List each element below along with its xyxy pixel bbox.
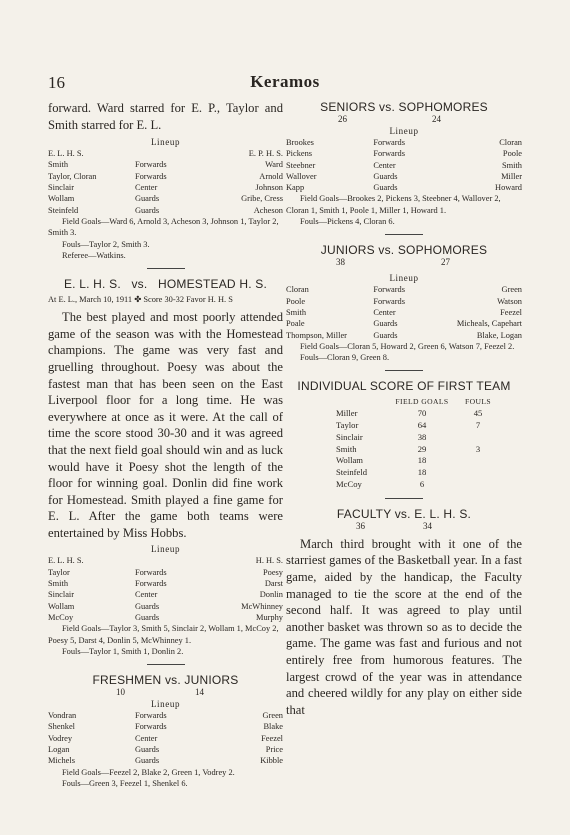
game3-score-a: 10 bbox=[116, 687, 125, 698]
game4-rows bbox=[286, 137, 522, 193]
player-b: Darst bbox=[264, 579, 283, 589]
position: Guards bbox=[134, 601, 160, 611]
position: Guards bbox=[134, 205, 160, 215]
player-a: Vondran bbox=[48, 711, 77, 721]
table-row bbox=[336, 408, 500, 420]
player-b: Kibble bbox=[260, 756, 283, 766]
game5-score-a: 38 bbox=[336, 257, 345, 268]
game4-title: SENIORS vs. SOPHOMORES bbox=[320, 100, 488, 114]
player-b: Blake, Logan bbox=[476, 330, 522, 340]
player-a: Logan bbox=[48, 745, 70, 755]
table-row bbox=[336, 467, 500, 479]
position: Forwards bbox=[134, 579, 167, 589]
table-row bbox=[48, 612, 283, 623]
position: Forwards bbox=[373, 138, 405, 147]
table-row bbox=[48, 589, 283, 600]
table-row bbox=[48, 182, 283, 193]
game2-field-goals: Field Goals—Taylor 3, Smith 5, Sinclair 2, Wollam 1, McCoy 2, Poesy 5, Darst 4, Donlin 5, McWhinney 1. bbox=[48, 624, 279, 645]
game6-score-b: 34 bbox=[423, 520, 432, 531]
game5-score-b: 27 bbox=[441, 257, 450, 268]
game5-lineup-label: Lineup bbox=[389, 273, 419, 284]
player-b: Micheals, Capehart bbox=[456, 319, 522, 329]
table-row bbox=[336, 444, 500, 456]
fouls-value bbox=[456, 432, 500, 444]
game1-teams bbox=[48, 148, 283, 159]
table-row bbox=[286, 330, 522, 341]
game3-score bbox=[48, 687, 283, 698]
field-goals-value: 38 bbox=[417, 431, 427, 442]
field-goals-value: 70 bbox=[417, 408, 427, 419]
position: Center bbox=[134, 183, 158, 193]
player-a: Smith bbox=[286, 307, 307, 317]
player-b: Johnson bbox=[255, 183, 283, 193]
player-a: Poole bbox=[286, 296, 306, 306]
game1-fouls: Fouls—Taylor 2, Smith 3. bbox=[62, 239, 150, 249]
position: Guards bbox=[373, 183, 398, 193]
fouls-value bbox=[456, 479, 500, 491]
game5-field-goals: Field Goals—Cloran 5, Howard 2, Green 6, Watson 7, Feezel 2. bbox=[300, 341, 515, 351]
game6-story: March third brought with it one of the starriest games of the Basketball year. In a fast game, aided by the handicap, the Faculty managed to tie the score at the end of the second half. It was agreed to play until another basket was thrown so as to decide the game. The game was fast and furious and not entirely free from humorous features. The largest crowd of the year was in attendance and cheered wildly for any play on either side that bbox=[286, 536, 522, 717]
player-name: Steinfeld bbox=[336, 467, 368, 478]
table-row bbox=[48, 567, 283, 578]
game1-field-goals: Field Goals—Ward 6, Arnold 3, Acheson 3, Johnson 1, Taylor 2, Smith 3. bbox=[48, 216, 279, 238]
player-a: Cloran bbox=[286, 285, 309, 295]
player-a: Wollam bbox=[48, 601, 75, 611]
table-row bbox=[286, 160, 522, 171]
table-row bbox=[48, 755, 283, 766]
player-name: Taylor bbox=[336, 420, 359, 431]
position: Guards bbox=[134, 756, 160, 766]
game1-lineup-label: Lineup bbox=[150, 137, 181, 148]
table-row bbox=[48, 171, 283, 182]
player-name: McCoy bbox=[336, 479, 362, 490]
game5-fouls: Fouls—Cloran 9, Green 8. bbox=[300, 353, 390, 363]
player-b: McWhinney bbox=[241, 601, 283, 611]
fouls-value bbox=[456, 467, 500, 479]
table-row bbox=[336, 420, 500, 432]
game5-score bbox=[286, 257, 522, 268]
player-b: Blake bbox=[263, 722, 283, 732]
stats-title: INDIVIDUAL SCORE OF FIRST TEAM bbox=[297, 379, 511, 394]
player-a: Thompson, Miller bbox=[286, 330, 347, 340]
position: Forwards bbox=[134, 567, 167, 577]
player-a: Wollam bbox=[48, 194, 75, 204]
field-goals-value: 18 bbox=[417, 467, 427, 478]
position: Center bbox=[134, 733, 158, 743]
player-b: Poesy bbox=[262, 567, 283, 577]
position: Forwards bbox=[134, 722, 167, 732]
player-a: Wallover bbox=[286, 171, 317, 181]
player-b: Miller bbox=[501, 171, 522, 181]
game3-rows bbox=[48, 710, 283, 766]
game2-block bbox=[48, 277, 283, 657]
game2-story: The best played and most poorly attended game of the season was with the Homestead champions. The game was very fast and gruelling throughout. Poesy was about the fastest man that has been seen on the East Liverpool floor for a long time. He was everywhere at once as it were. At the call of time the score stood 30-30 and it was agreed that the next field goal should win and as luck would have it Poesy shot the length of the floor for winning goal. Donlin did fine work for Homestead. Smith played a fine game for E. L. After the game both teams were entertained by Miss Hobbs. bbox=[48, 310, 283, 540]
game4-score-a: 26 bbox=[338, 114, 347, 124]
player-b: Donlin bbox=[259, 590, 283, 600]
position: Forwards bbox=[373, 296, 405, 306]
game3-title: FRESHMEN vs. JUNIORS bbox=[92, 673, 239, 688]
player-a: Poale bbox=[286, 319, 305, 329]
right-column bbox=[286, 100, 522, 718]
position: Forwards bbox=[134, 160, 167, 170]
player-a: Sinclair bbox=[48, 183, 75, 193]
game4-score bbox=[286, 114, 522, 125]
position: Guards bbox=[373, 319, 398, 329]
player-name: Miller bbox=[336, 408, 358, 419]
position: Guards bbox=[134, 745, 160, 755]
player-b: Cloran bbox=[499, 138, 522, 147]
game1-team-a: E. L. H. S. bbox=[48, 149, 84, 159]
player-b: Price bbox=[265, 745, 283, 755]
player-b: Smith bbox=[501, 160, 522, 170]
game4-lineup-label: Lineup bbox=[389, 126, 419, 136]
divider bbox=[385, 234, 423, 235]
table-row bbox=[48, 578, 283, 589]
game6-title: FACULTY vs. E. L. H. S. bbox=[336, 506, 472, 521]
player-a: Vodrey bbox=[48, 733, 73, 743]
game4-field-goals: Field Goals—Brookes 2, Pickens 3, Steebner 4, Wallover 2, Cloran 1, Smith 1, Poole 1, Miller 1, Howard 1. bbox=[286, 194, 501, 215]
game1-block bbox=[48, 136, 283, 261]
game5-block bbox=[286, 243, 522, 363]
position: Center bbox=[373, 307, 396, 317]
table-row bbox=[48, 601, 283, 612]
player-b: Poole bbox=[502, 149, 522, 159]
player-a: Shenkel bbox=[48, 722, 75, 732]
game2-team-b: H. H. S. bbox=[255, 556, 283, 566]
player-b: Gribe, Cress bbox=[241, 194, 283, 204]
game6-block bbox=[286, 507, 522, 719]
fouls-value: 3 bbox=[475, 443, 481, 454]
position: Forwards bbox=[373, 149, 405, 159]
position: Forwards bbox=[373, 285, 405, 295]
position: Forwards bbox=[134, 711, 167, 721]
game1-rows bbox=[48, 159, 283, 215]
table-row bbox=[48, 721, 283, 732]
player-a: McCoy bbox=[48, 612, 74, 622]
game3-score-b: 14 bbox=[195, 687, 204, 698]
position: Guards bbox=[373, 171, 398, 181]
player-name: Sinclair bbox=[336, 431, 363, 442]
player-a: Michels bbox=[48, 756, 75, 766]
game2-title: E. L. H. S. vs. HOMESTEAD H. S. bbox=[63, 277, 268, 292]
table-row bbox=[336, 432, 500, 444]
opening-paragraph: forward. Ward starred for E. P., Taylor and Smith starred for E. L. bbox=[48, 101, 283, 132]
player-a: Smith bbox=[48, 579, 69, 589]
game2-meta: At E. L., March 10, 1911 ✤ Score 30-32 Favor H. H. S bbox=[48, 295, 233, 305]
table-row bbox=[48, 733, 283, 744]
table-row bbox=[48, 193, 283, 204]
field-goals-value: 6 bbox=[419, 479, 425, 490]
game5-rows bbox=[286, 284, 522, 340]
masthead: Keramos bbox=[250, 72, 320, 91]
fouls-value: 7 bbox=[475, 420, 481, 431]
game2-team-a: E. L. H. S. bbox=[48, 556, 84, 566]
table-row bbox=[48, 744, 283, 755]
player-b: Watson bbox=[497, 296, 522, 306]
game6-score bbox=[286, 521, 522, 532]
table-row bbox=[286, 284, 522, 295]
divider bbox=[385, 498, 423, 499]
stats-table bbox=[336, 396, 500, 490]
player-b: Green bbox=[262, 711, 283, 721]
divider bbox=[385, 370, 423, 371]
game3-fouls: Fouls—Green 3, Feezel 1, Shenkel 6. bbox=[62, 778, 188, 788]
player-a: Taylor bbox=[48, 567, 70, 577]
position: Center bbox=[373, 160, 396, 170]
game3-block bbox=[48, 673, 283, 789]
game5-title: JUNIORS vs. SOPHOMORES bbox=[320, 243, 488, 258]
player-a: Sinclair bbox=[48, 590, 75, 600]
table-row bbox=[286, 318, 522, 329]
player-a: Kapp bbox=[286, 183, 305, 193]
player-b: Feezel bbox=[500, 307, 522, 317]
fouls-header: FOULS bbox=[464, 397, 492, 407]
game2-rows bbox=[48, 567, 283, 623]
divider bbox=[147, 664, 185, 665]
player-a: Smith bbox=[48, 160, 69, 170]
game4-score-b: 24 bbox=[432, 114, 441, 124]
game1-referee: Referee—Watkins. bbox=[62, 250, 126, 260]
game4-fouls: Fouls—Pickens 4, Cloran 6. bbox=[300, 217, 395, 227]
position: Guards bbox=[134, 612, 160, 622]
table-row bbox=[336, 455, 500, 467]
player-a: Pickens bbox=[286, 149, 313, 159]
table-row bbox=[286, 296, 522, 307]
field-goals-value: 18 bbox=[417, 455, 427, 466]
player-b: Acheson bbox=[253, 205, 283, 215]
table-row bbox=[48, 159, 283, 170]
player-a: Steebner bbox=[286, 160, 316, 170]
field-goals-value: 64 bbox=[417, 420, 427, 431]
page-number: 16 bbox=[48, 73, 65, 92]
player-b: Arnold bbox=[259, 171, 283, 181]
table-row bbox=[48, 205, 283, 216]
field-goals-value: 29 bbox=[417, 443, 427, 454]
table-row bbox=[286, 148, 522, 159]
fouls-value: 45 bbox=[473, 408, 483, 419]
table-row bbox=[286, 171, 522, 182]
game1-team-b: E. P. H. S. bbox=[248, 149, 283, 159]
game2-lineup-label: Lineup bbox=[150, 544, 181, 555]
player-a: Taylor, Cloran bbox=[48, 171, 97, 181]
position: Guards bbox=[134, 194, 160, 204]
game6-score-a: 36 bbox=[356, 520, 365, 531]
position: Forwards bbox=[134, 171, 167, 181]
player-b: Murphy bbox=[256, 612, 283, 622]
player-b: Howard bbox=[495, 183, 522, 193]
player-a: Brookes bbox=[286, 138, 314, 147]
player-b: Ward bbox=[265, 160, 283, 170]
position: Guards bbox=[373, 330, 398, 340]
table-row bbox=[286, 137, 522, 148]
player-a: Steinfeld bbox=[48, 205, 79, 215]
player-name: Wollam bbox=[336, 455, 363, 466]
game2-teams bbox=[48, 555, 283, 566]
field-goals-header: FIELD GOALS bbox=[395, 397, 449, 407]
left-column bbox=[48, 100, 283, 789]
stats-block bbox=[286, 379, 522, 490]
game4-block bbox=[286, 100, 522, 227]
fouls-value bbox=[456, 455, 500, 467]
game3-lineup-label: Lineup bbox=[150, 699, 181, 710]
player-b: Green bbox=[501, 285, 522, 295]
table-row bbox=[48, 710, 283, 721]
stats-header-row bbox=[336, 396, 500, 408]
divider bbox=[147, 268, 185, 269]
player-b: Feezel bbox=[261, 733, 283, 743]
player-name: Smith bbox=[336, 443, 357, 454]
table-row bbox=[336, 479, 500, 491]
game3-field-goals: Field Goals—Feezel 2, Blake 2, Green 1, Vodrey 2. bbox=[62, 767, 235, 777]
position: Center bbox=[134, 590, 158, 600]
game2-fouls: Fouls—Taylor 1, Smith 1, Donlin 2. bbox=[62, 646, 184, 656]
table-row bbox=[286, 182, 522, 193]
table-row bbox=[286, 307, 522, 318]
